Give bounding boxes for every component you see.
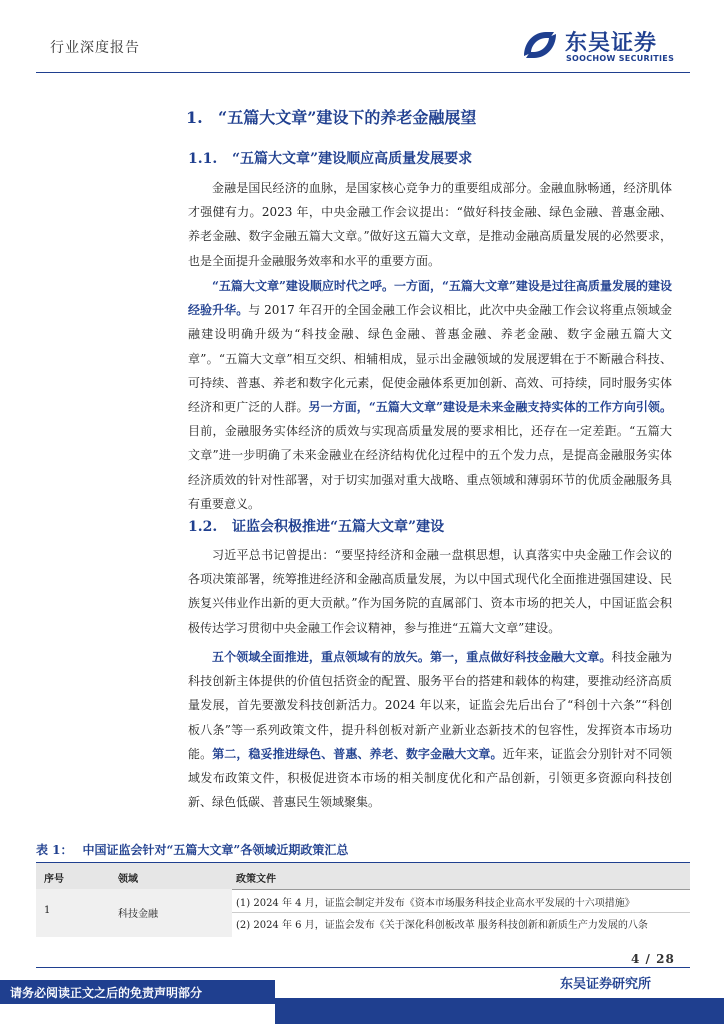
- report-type-label: 行业深度报告: [50, 40, 140, 56]
- section-1-2-paragraph-1: 习近平总书记曾提出：“要坚持经济和金融一盘棋思想，认真落实中央金融工作会议的各项决策部署，统筹推进经济和金融高质量发展，为以中国式现代化全面推进强国建设、民族复兴伟业作出新的更大贡献。”作为国务院的直属部门、资本市场的把关人，中国证监会积极传达学习贯彻中央金融工作会议精神，参与推进“五篇大文章”建设。: [188, 548, 672, 635]
- section-1-heading: [186, 105, 476, 128]
- disclaimer-banner: [0, 980, 275, 1004]
- section-1-1-paragraph-2: [188, 274, 672, 516]
- section-1-1-title: “五篇大文章”建设顺应高质量发展要求: [232, 151, 473, 167]
- table-1-caption: [36, 841, 348, 858]
- bold-lead-2: 另一方面，“五篇大文章”建设是未来金融支持实体的工作方向引领。: [308, 400, 672, 415]
- row-policy-2: (2) 2024 年 6 月，证监会发布《关于深化科创板改革 服务科技创新和新质生产力发展的八条: [236, 920, 648, 931]
- section-1-number: 1.: [186, 108, 203, 127]
- body-text-4: 近年来，证监会分别针对不同领域发布政策文件，积极促进资本市场的相关制度优化和产品创新，引领更多资源向科技创新、绿色低碳、普惠民生领域聚集。: [188, 746, 672, 810]
- logo-chinese-name: 东吴证券: [565, 31, 658, 56]
- section-1-2-number: 1.2.: [188, 519, 218, 535]
- table-header-row: [36, 862, 690, 890]
- section-1-2-heading: [188, 516, 444, 536]
- section-1-1-heading: [188, 148, 472, 168]
- bold-lead-5: 第二，稳妥推进绿色、普惠、养老、数字金融大文章。: [212, 746, 503, 761]
- bold-lead-3: 五个领域全面推进，重点领域有的放矢。: [212, 650, 430, 664]
- section-1-1-number: 1.1.: [188, 151, 218, 167]
- bold-lead-4: 第一，重点做好科技金融大文章。: [429, 650, 612, 664]
- header-field: 领域: [118, 874, 138, 885]
- body-text-3: 科技金融为科技创新主体提供的价值包括资金的配置、服务平台的搭建和载体的构建，要推动经济高质量发展，首先要激发科技创新活力。2024 年以来，证监会先后出台了“科创十六条”“科创板八条”等一系列政策文件，提升科创板对新产业新业态新技术的包容性，发挥资本市场功能。: [188, 650, 672, 761]
- section-1-2-paragraph-2: [188, 645, 672, 814]
- body-text-1: 与 2017 年召开的全国金融工作会议相比，此次中央金融工作会议将重点领域金融建设明确升级为“科技金融、绿色金融、普惠金融、养老金融、数字金融五篇大文章”。“五篇大文章”相互交织、相辅相成，显示出金融领域的发展逻辑在于不断融合科技、可持续、普惠、养老和数字化元素，促使金融体系更加创新、高效、可持续，同时服务实体经济和更广泛的人群。: [188, 303, 672, 415]
- body-text-2: 目前，金融服务实体经济的质效与实现高质量发展的要求相比，还存在一定差距。“五篇大文章”进一步明确了未来金融业在经济结构优化过程中的五个发力点，是提高金融服务实体经济质效的针对性部署，对于切实加强对重大战略、重点领域和薄弱环节的优质金融服务具有重要意义。: [188, 424, 672, 511]
- section-1-1-paragraph-1: 金融是国民经济的血脉，是国家核心竞争力的重要组成部分。金融血脉畅通，经济肌体才强健有力。2023 年，中央金融工作会议提出：“做好科技金融、绿色金融、普惠金融、养老金融、数字金融五篇大文章。”做好这五篇大文章，是推动金融高质量发展的必然要求，也是全面提升金融服务效率和水平的重要方面。: [188, 181, 672, 268]
- bold-lead-1: “五篇大文章”建设顺应时代之呼。一方面，“五篇大文章”建设是过往高质量发展的建设经验升华。: [188, 279, 672, 318]
- table-1-label: 表 1：: [36, 843, 73, 857]
- footer-divider: [36, 967, 690, 968]
- table-1-title: 中国证监会针对“五篇大文章”各领域近期政策汇总: [82, 843, 349, 857]
- company-logo: [520, 26, 690, 66]
- disclaimer-text: 请务必阅读正文之后的免责声明部分: [10, 986, 203, 1000]
- section-1-2-title: 证监会积极推进“五篇大文章”建设: [232, 519, 445, 535]
- header-index: 序号: [44, 874, 64, 885]
- institute-name: 东吴证券研究所: [560, 977, 652, 992]
- table-row: [36, 889, 690, 937]
- section-1-title: “五篇大文章”建设下的养老金融展望: [218, 108, 477, 127]
- row-index: 1: [44, 905, 51, 916]
- row-policy-1: (1) 2024 年 4 月，证监会制定并发布《资本市场服务科技企业高水平发展的十六项措施》: [236, 898, 635, 909]
- header-divider: [36, 72, 690, 73]
- header-policy: 政策文件: [236, 874, 276, 885]
- footer-band: [275, 998, 724, 1024]
- logo-english-name: SOOCHOW SECURITIES: [566, 54, 675, 63]
- row-field: 科技金融: [118, 909, 158, 920]
- page-number: 4 / 28: [631, 952, 675, 966]
- soochow-logo-icon: [520, 28, 560, 62]
